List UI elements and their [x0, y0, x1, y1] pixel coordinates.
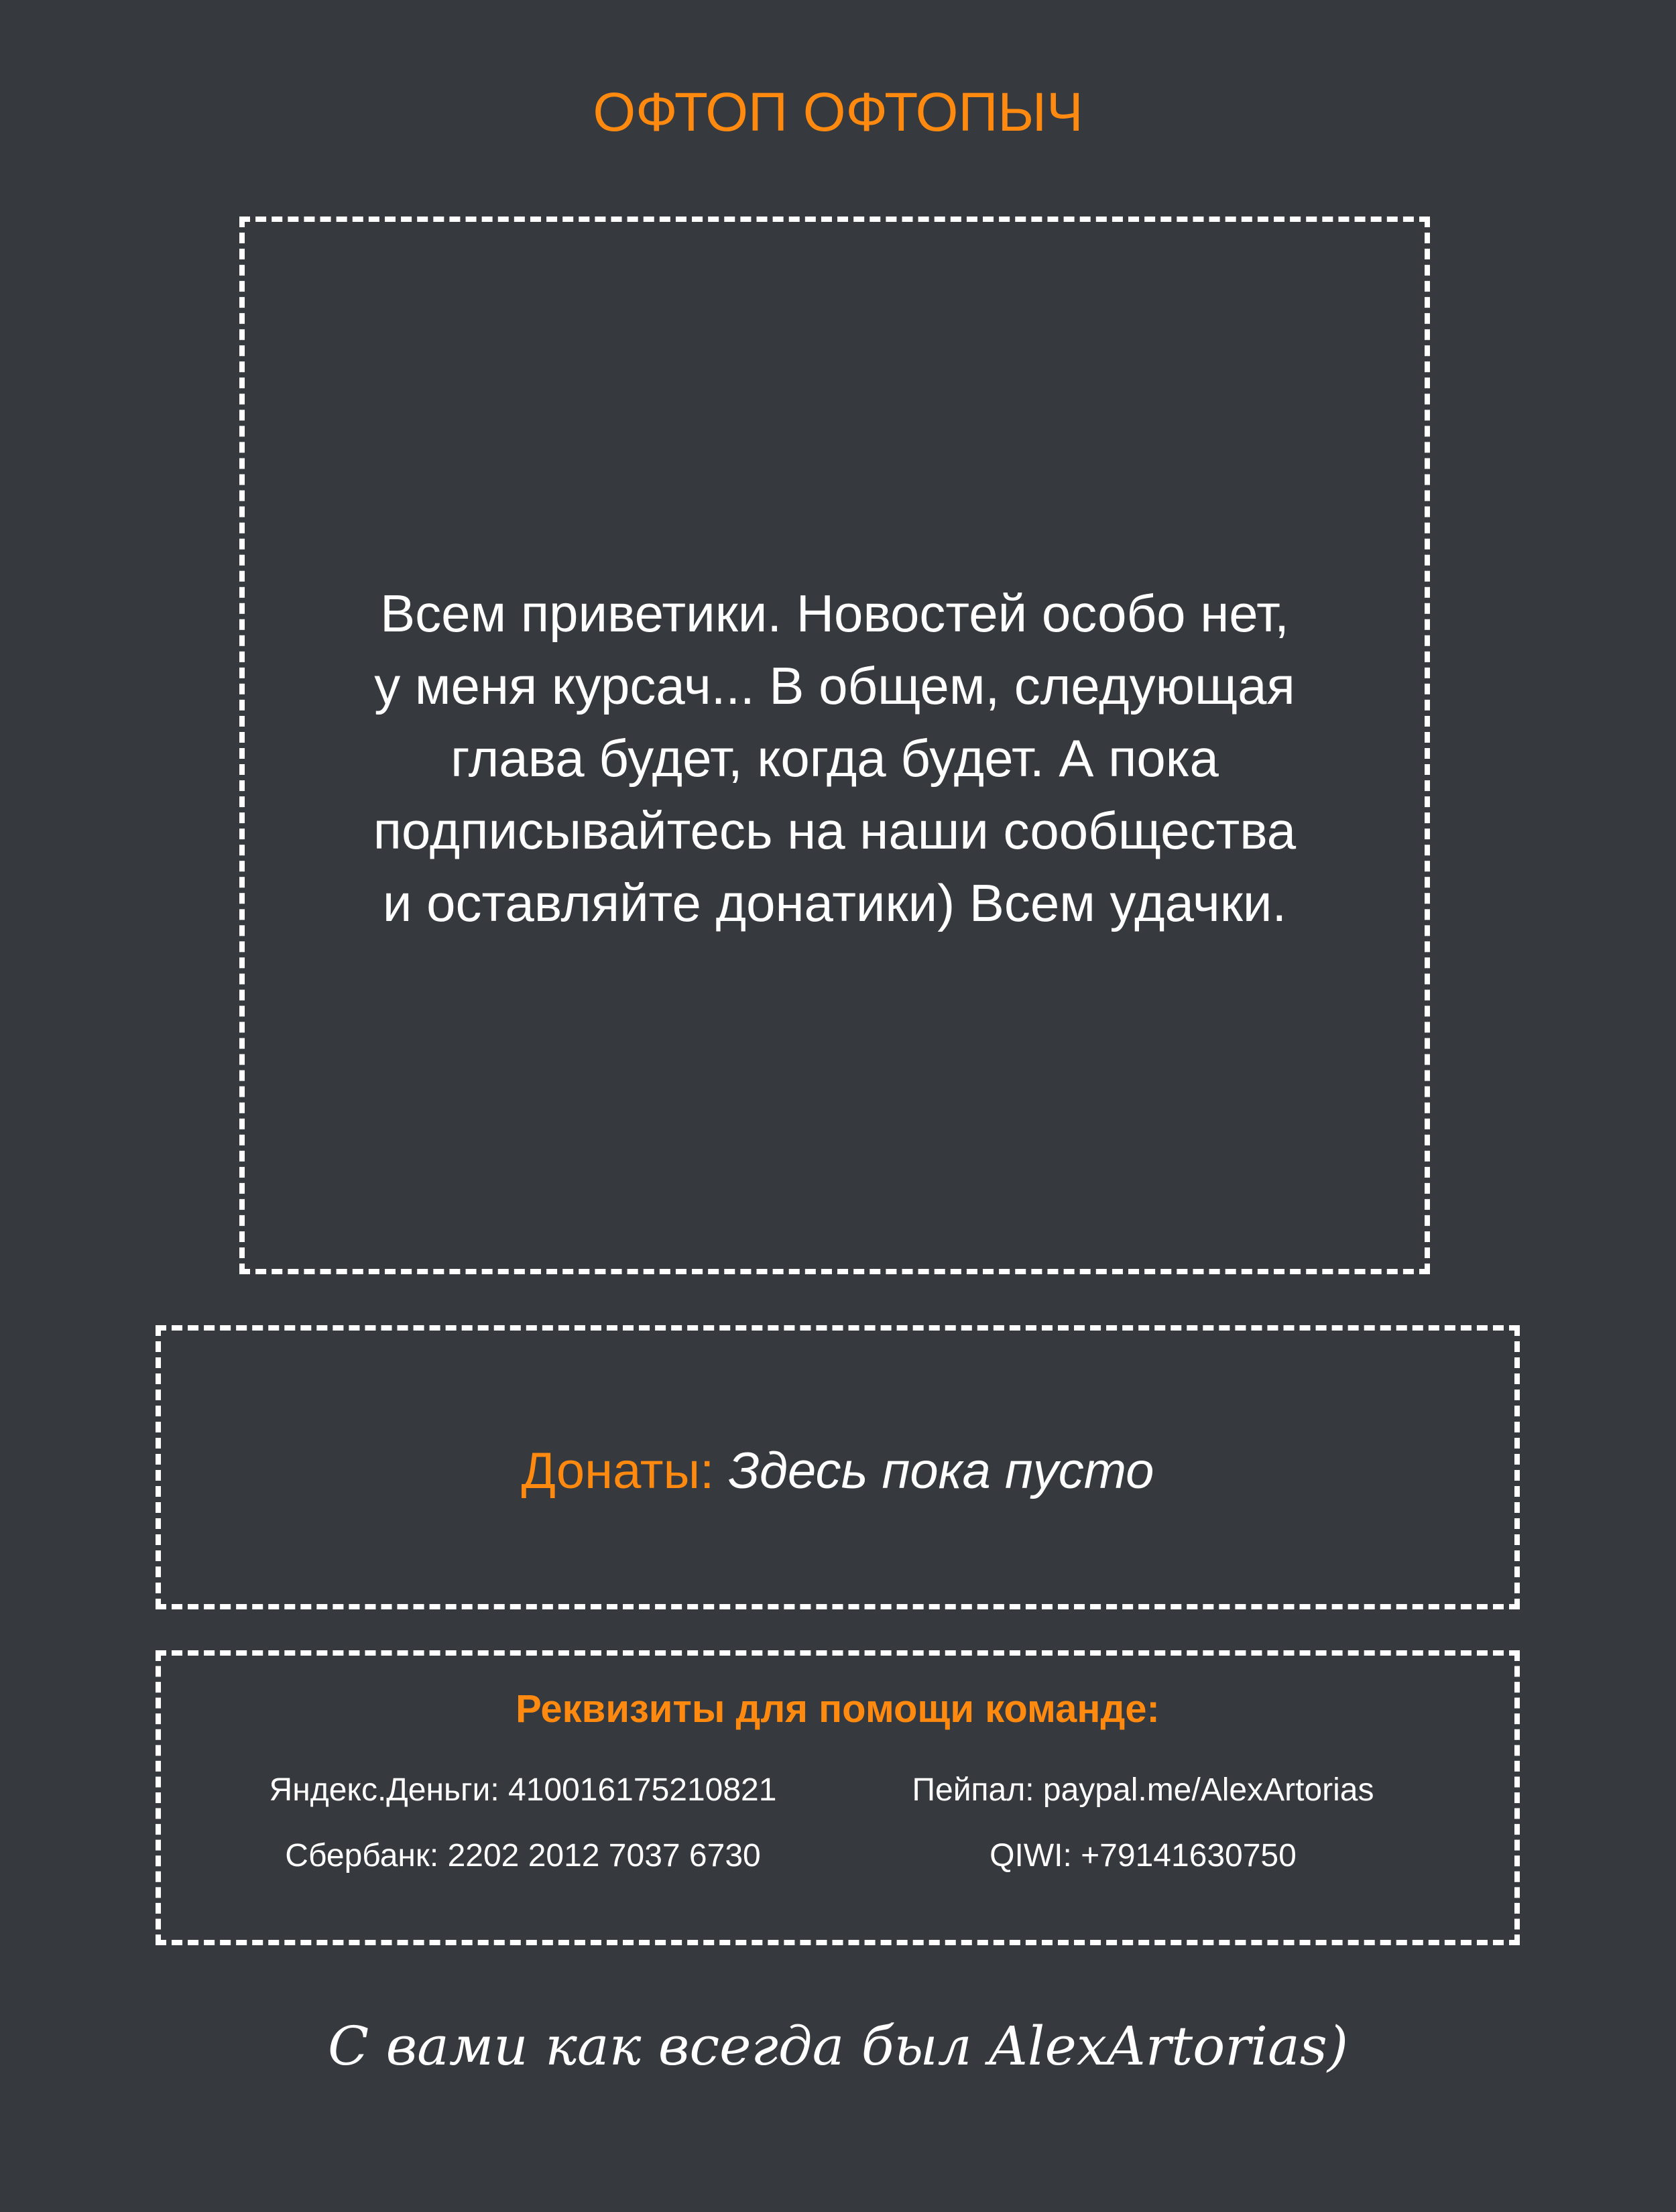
page-title: ОФТОП ОФТОПЫЧ	[593, 82, 1083, 143]
yandex-money-requisite: Яндекс.Деньги: 410016175210821	[269, 1772, 777, 1808]
requisites-box	[156, 1650, 1520, 1945]
donate-line	[161, 1438, 1514, 1505]
news-text	[245, 577, 1425, 939]
qiwi-requisite: QIWI: +79141630750	[990, 1838, 1297, 1873]
donate-value: Здесь пока пусто	[728, 1442, 1154, 1499]
news-line: Всем приветики. Новостей особо нет,	[380, 584, 1289, 643]
news-line: подписывайтесь на наши сообщества	[373, 801, 1297, 860]
paypal-requisite: Пейпал: paypal.me/AlexArtorias	[912, 1772, 1374, 1808]
news-line: у меня курсач... В общем, следующая	[374, 656, 1295, 715]
news-line: глава будет, когда будет. А пока	[451, 729, 1219, 788]
requisites-title: Реквизиты для помощи команде:	[516, 1687, 1160, 1731]
news-line: и оставляйте донатики) Всем удачки.	[382, 873, 1287, 932]
donate-box	[156, 1325, 1520, 1609]
donate-label: Донаты:	[521, 1442, 715, 1499]
news-box	[239, 217, 1430, 1274]
sberbank-requisite: Сбербанк: 2202 2012 7037 6730	[285, 1838, 761, 1873]
signature: С вами как всегда был AlexArtorias)	[327, 2015, 1349, 2077]
